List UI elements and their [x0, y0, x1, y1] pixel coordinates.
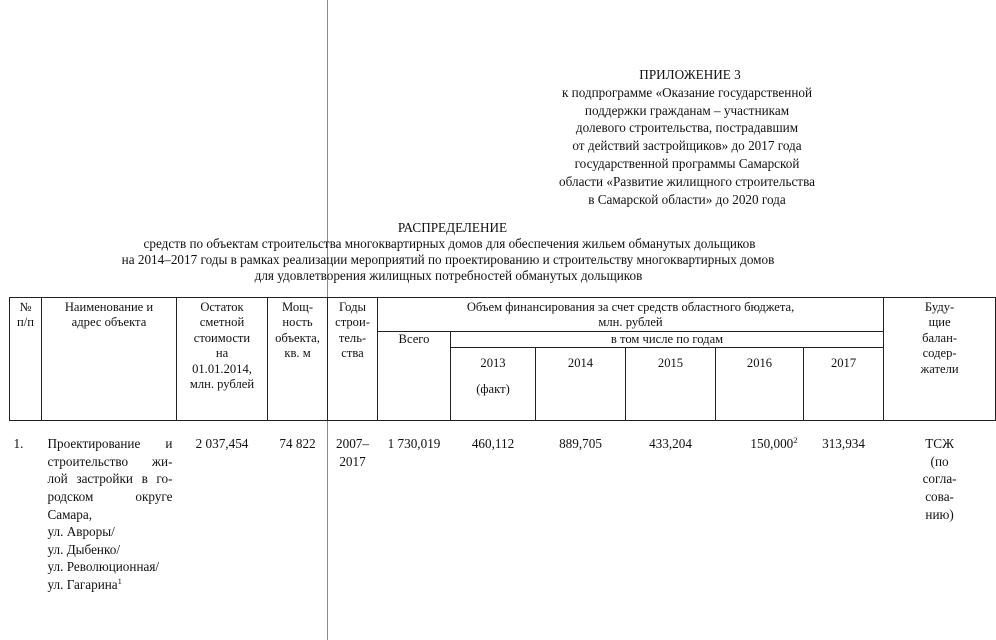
header-year-2013-note: (факт) [476, 381, 510, 396]
header-total: Всего [378, 331, 451, 420]
heading-title: РАСПРЕДЕЛЕНИЕ [397, 220, 508, 235]
row-2016: 150,000$^2$ [750, 435, 798, 452]
appendix-line: к подпрограмме «Оказание государственной [561, 84, 813, 100]
header-capacity: Мощ- ность объекта, кв. м [268, 298, 328, 421]
appendix-line: государственной программы Самарской [574, 155, 800, 171]
row-construction-years: 2007– 2017 [336, 436, 369, 469]
header-year-2014: 2014 [536, 348, 626, 421]
table-spacer [10, 421, 996, 436]
footnote-marker: 1 [117, 575, 122, 586]
row-total: 1 730,019 [387, 436, 441, 452]
table-row [10, 435, 996, 593]
funding-table [9, 297, 996, 594]
appendix-line: области «Развитие жилищного строительства [559, 173, 815, 189]
row-2013: 460,112 [471, 436, 515, 452]
heading-line: средств по объектам строительства многоквартирных домов для обеспечения жильем обманутых дольщиков [143, 236, 756, 251]
row-2014: 889,705 [559, 436, 602, 452]
header-future-holders: Буду- щие балан- содер- жатели [884, 298, 996, 421]
appendix-block [528, 66, 846, 208]
heading-line: на 2014–2017 годы в рамках реализации мероприятий по проектированию и строительству многоквартирных домов [121, 252, 775, 267]
header-year-2016: 2016 [716, 348, 804, 421]
row-2015: 433,204 [649, 436, 692, 452]
header-remainder: Остаток сметной стоимости на 01.01.2014, млн. рублей [177, 298, 268, 421]
appendix-line: в Самарской области» до 2020 года [588, 191, 786, 207]
row-num: 1. [13, 436, 24, 452]
header-year-2015: 2015 [626, 348, 716, 421]
header-funding: Объем финансирования за счет средств областного бюджета, млн. рублей [378, 298, 884, 332]
row-capacity: 74 822 [279, 436, 316, 452]
footnote-marker: 2 [793, 435, 798, 446]
header-object-name: Наименование и адрес объекта [42, 298, 177, 421]
header-year-2013: 2013 (факт) [451, 348, 536, 421]
row-2017: 313,934 [822, 436, 865, 452]
header-construction-years: Годы строи- тель- ства [328, 298, 378, 421]
appendix-line: от действий застройщиков» до 2017 года [572, 138, 802, 154]
row-remainder: 2 037,454 [195, 436, 249, 452]
document-heading [0, 220, 905, 284]
heading-line: для удовлетворения жилищных потребностей обманутых дольщиков [254, 268, 643, 283]
header-year-2017: 2017 [804, 348, 884, 421]
header-num: № п/п [10, 298, 42, 421]
row-object-name: Проектирование и строительство жи- лой застройки в го- родском округе Самара, ул. Авроры/ ул. Дыбенко/ ул. Революционная/ ул. Гагарина$^1$ [47, 436, 173, 592]
appendix-title: ПРИЛОЖЕНИЕ 3 [639, 67, 741, 82]
appendix-line: поддержки гражданам – участникам [584, 102, 790, 118]
header-by-years: в том числе по годам [451, 331, 884, 347]
row-future-holders: ТСЖ (по согла- сова- нию) [922, 436, 957, 522]
appendix-line: долевого строительства, пострадавшим [575, 120, 799, 136]
